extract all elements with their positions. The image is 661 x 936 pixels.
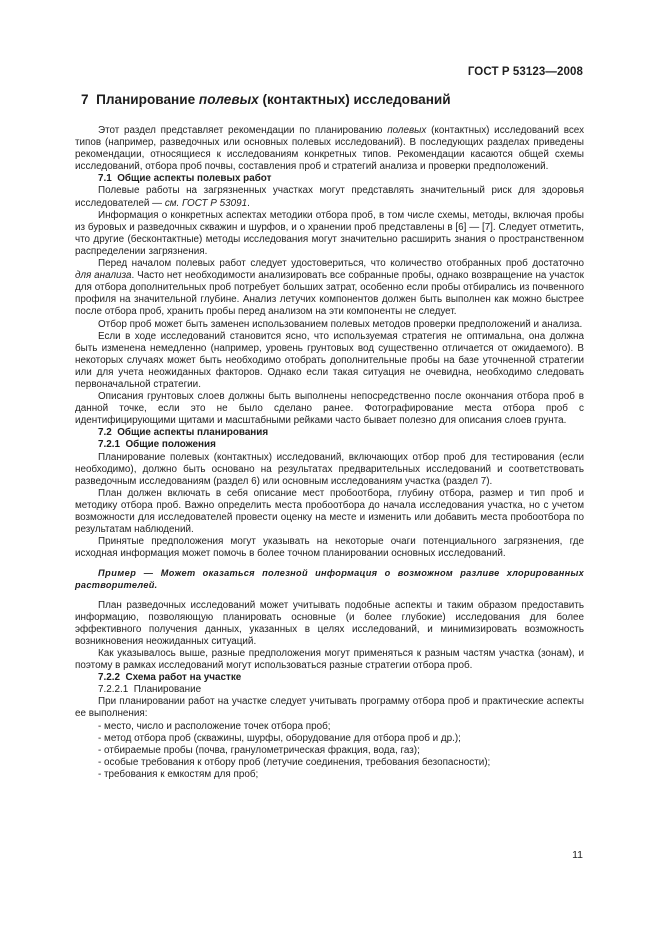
paragraph-7-1-3 [75, 258, 584, 318]
list-item: - особые требования к отбору проб (летучие соединения, требования безопасности); [98, 756, 491, 768]
paragraph-7-1-4: Отбор проб может быть заменен использованием полевых методов проверки предположений и анализа. [98, 318, 583, 330]
p713-text-1: Перед началом полевых работ следует удостовериться, что количество отобранных проб достаточно [98, 258, 584, 270]
subsection-7-2-1-title: Общие положения [125, 439, 216, 451]
list-item: - место, число и расположение точек отбора проб; [98, 720, 331, 732]
page-number: 11 [572, 849, 583, 861]
intro-text-1: Этот раздел представляет рекомендации по планированию [98, 125, 383, 136]
subsection-7-2-2-heading [98, 672, 584, 684]
example-text: Может оказаться полезной информация о возможном разливе хлорированных растворителей. [75, 568, 584, 591]
subsection-7-2-2-1-title: Планирование [133, 684, 202, 696]
planning-list [75, 721, 584, 781]
paragraph-7-2-1-4: План разведочных исследований может учитывать подобные аспекты и таким образом предоставить информацию, позволяющую планировать основные (и более глубокие) исследования для более эффективного получения данных, указанных в целях исследований, и минимизировать возможность возникновения неожиданных ситуаций. [75, 599, 584, 647]
subsection-7-1-number: 7.1 [98, 173, 112, 185]
paragraph-7-2-1-3: Принятые предположения могут указывать на некоторые очаги потенциального загрязнения, где исходная информация может помочь в более точном планировании основных исследований. [75, 536, 584, 560]
paragraph-7-1-6: Описания грунтовых слоев должны быть выполнены непосредственно после окончания отбора проб в данной точке, если это не было сделано ранее. Фотографирование места отбора проб с идентифицирующими щитами и масштабными рейками часто бывает полезно для описания слоев грунта. [75, 391, 584, 427]
paragraph-7-2-1-1: Планирование полевых (контактных) исследований, включающих отбор проб для тестирования (если необходимо), должно быть основано на результатах предварительных исследований и соответствовать разведочным исследованиям (раздел 6) или основным исследованиям участка (раздел 7). [75, 451, 584, 487]
intro-text-2: (контактных) исследований всех типов (например, разведочных или основных полевых исследований). В последующих разделах приведены рекомендации, относящиеся к исследованиям конкретных типов. Рекомендации касаются общей схемы исследований, отбора проб почвы, составления проб и стратегий анализа и проверки предположений. [75, 125, 585, 173]
subsection-7-2-title: Общие аспекты планирования [117, 427, 269, 439]
list-item: - метод отбора проб (скважины, шурфы, оборудование для отбора проб и др.); [98, 732, 461, 744]
subsection-7-1-title: Общие аспекты полевых работ [117, 173, 272, 185]
subsection-7-2-2-1-number: 7.2.2.1 [98, 684, 129, 696]
intro-paragraph [75, 125, 584, 173]
subsection-7-1-heading [98, 173, 584, 185]
paragraph-7-2-2-1: При планировании работ на участке следует учитывать программу отбора проб и практические аспекты ее выполнения: [75, 696, 584, 720]
p713-italic: для анализа [75, 270, 132, 282]
subsection-7-2-1-heading [98, 439, 584, 451]
subsection-7-2-2-number: 7.2.2 [98, 672, 120, 684]
section-title-italic: полевых [198, 92, 259, 107]
p713-text-2: . Часто нет необходимости анализировать все собранные пробы, однако возвращение на участок для отбора дополнительных проб потребует больших затрат, особенно если пробы отбирались из почвенного профиля на значительной глубине. Анализ летучих компонентов должен быть выполнен как можно быстрее после отбора проб, хранить пробы перед анализом на эти компоненты не следует. [75, 270, 584, 318]
p711-text: Полевые работы на загрязненных участках могут представлять значительный риск для здоровья исследователей — [75, 185, 584, 209]
subsection-7-2-2-title: Схема работ на участке [125, 672, 242, 684]
paragraph-7-2-1-5: Как указывалось выше, разные предположения могут применяться к разным частям участка (зонам), и поэтому в рамках исследований могут использоваться разные стратегии отбора проб. [75, 647, 584, 672]
paragraph-7-1-2: Информация о конкретных аспектах методики отбора проб, в том числе схемы, методы, включая пробы из буровых и разведочных скважин и шурфов, и о хранении проб представлены в [6] — [7]. Следует отметить, что другие (бесконтактные) методы исследования могут значительно расширить знания о пространственном распределении загрязнения. [75, 209, 584, 257]
p711-end: . [247, 197, 250, 209]
paragraph-7-1-1 [75, 185, 584, 209]
paragraph-7-2-1-2: План должен включать в себя описание мест пробоотбора, глубину отбора, размер и тип проб и методику отбора проб. Важно определить места пробоотбора до начала исследования участка, но с учетом возможности для исследователей провести оценку на месте и изменить или добавить места пробоотбора по результатам наблюдений. [75, 487, 584, 536]
section-title-part2: (контактных) исследований [262, 92, 451, 107]
paragraph-7-1-5: Если в ходе исследований становится ясно, что используемая стратегия не оптимальна, она должна быть изменена немедленно (например, уровень грунтовых вод существенно отличается от ожидаемого). В некоторых случаях может быть необходимо отобрать дополнительные пробы на базе уточненной стратегии или для учета неожиданных факторов. Однако если такая ситуация не очевидна, необходимо следовать первоначальной стратегии. [75, 330, 584, 390]
intro-italic: полевых [387, 125, 427, 136]
standard-number: ГОСТ Р 53123—2008 [467, 66, 583, 78]
section-number: 7 [81, 92, 89, 107]
list-item: - отбираемые пробы (почва, гранулометрическая фракция, вода, газ); [98, 744, 420, 756]
subsection-7-2-heading [98, 427, 584, 439]
list-item: - требования к емкостям для проб; [98, 768, 259, 780]
subsection-7-2-number: 7.2 [98, 427, 112, 439]
page-content [75, 92, 584, 781]
subsection-7-2-2-1-heading [98, 684, 584, 696]
section-heading [81, 92, 584, 108]
subsection-7-2-1-number: 7.2.1 [98, 439, 120, 451]
example-note [75, 567, 584, 591]
example-label: Пример — [98, 568, 154, 579]
p711-reference: см. ГОСТ Р 53091 [164, 197, 248, 209]
section-title-part1: Планирование [96, 92, 196, 107]
